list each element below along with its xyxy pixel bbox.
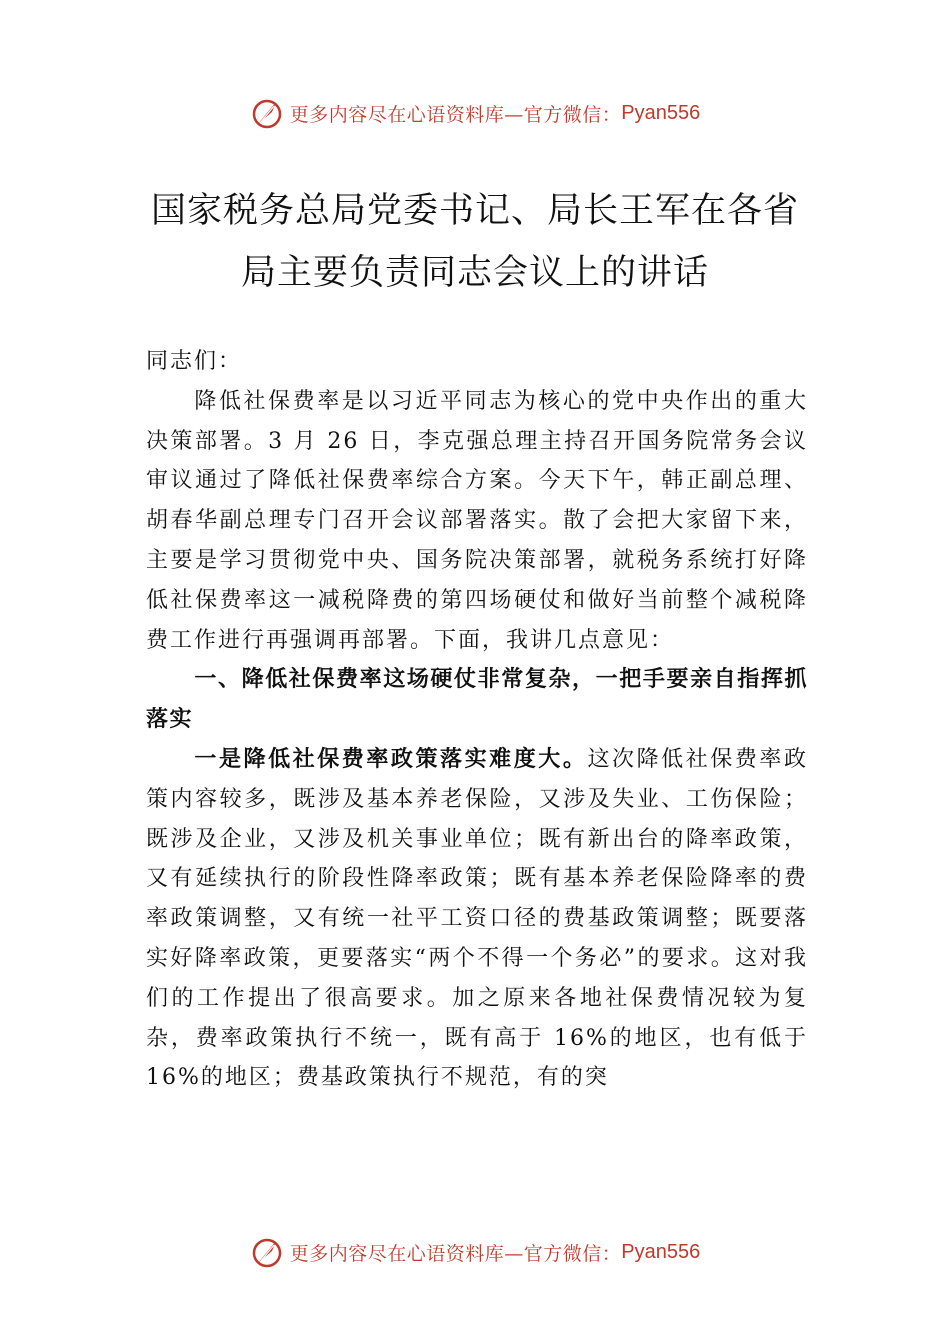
paragraph-point-one bbox=[146, 740, 808, 1098]
section-heading: 一、降低社保费率这场硬仗非常复杂，一把手要亲自指挥抓落实 bbox=[146, 667, 808, 733]
point-lead: 一是降低社保费率政策落实难度大。 bbox=[194, 745, 588, 772]
watermark-account: Pyan556 bbox=[621, 1240, 701, 1263]
document-title bbox=[120, 180, 830, 304]
title-line-2: 局主要负责同志会议上的讲话 bbox=[240, 253, 709, 293]
document-body bbox=[146, 342, 808, 1098]
salutation: 同志们： bbox=[146, 349, 243, 374]
quill-logo-icon bbox=[250, 96, 284, 130]
watermark-footer bbox=[0, 1232, 950, 1272]
title-line-1: 国家税务总局党委书记、局长王军在各省 bbox=[150, 191, 799, 231]
watermark-text: 更多内容尽在心语资料库—官方微信： bbox=[289, 103, 622, 126]
watermark-text: 更多内容尽在心语资料库—官方微信： bbox=[289, 1242, 622, 1265]
watermark-account: Pyan556 bbox=[621, 101, 701, 124]
quill-logo-icon bbox=[250, 1235, 284, 1269]
point-text: 这次降低社保费率政策内容较多，既涉及基本养老保险，又涉及失业、工伤保险；既涉及企业，又涉及机关事业单位；既有新出台的降率政策，又有延续执行的阶段性降率政策；既有基本养老保险降率的费率政策调整，又有统一社平工资口径的费基政策调整；既要落实好降率政策，更要落实“两个不得一个务必”的要求。这对我们的工作提出了很高要求。加之原来各地社保费情况较为复杂，费率政策执行不统一，既有高于 16%的地区，也有低于 16%的地区；费基政策执行不规范，有的突 bbox=[146, 746, 808, 1091]
paragraph-intro: 降低社保费率是以习近平同志为核心的党中央作出的重大决策部署。3 月 26 日，李克强总理主持召开国务院常务会议审议通过了降低社保费率综合方案。今天下午，韩正副总理、胡春华副总理专门召开会议部署落实。散了会把大家留下来，主要是学习贯彻党中央、国务院决策部署，就税务系统打好降低社保费率这一减税降费的第四场硬仗和做好当前整个减税降费工作进行再强调再部署。下面，我讲几点意见： bbox=[146, 388, 808, 653]
watermark-header bbox=[0, 93, 950, 133]
